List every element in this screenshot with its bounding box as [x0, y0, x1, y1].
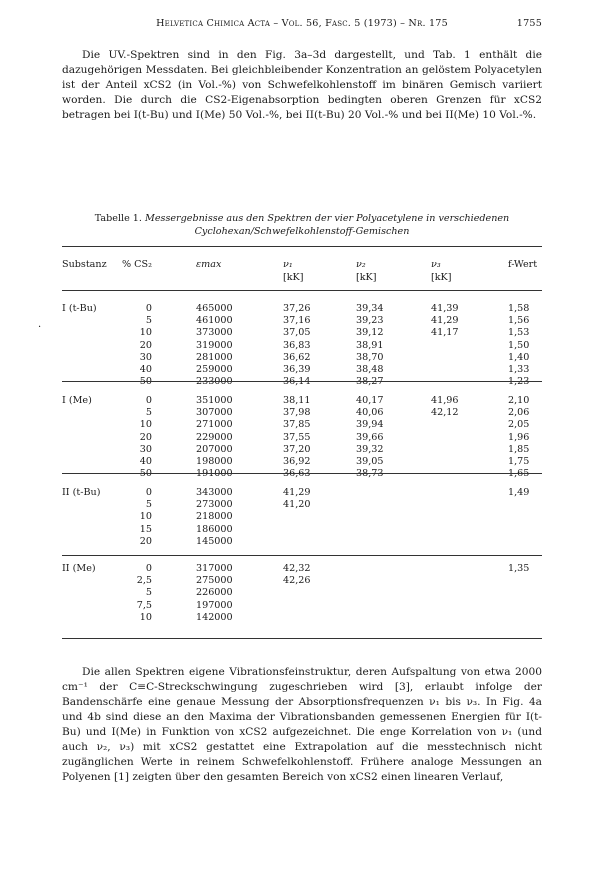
- stray-mark: ·: [38, 322, 42, 333]
- cell-cs2: 2,5: [136, 575, 152, 587]
- cell-cs2: 20: [139, 431, 152, 443]
- cell-nu1: 41,20: [283, 499, 311, 511]
- header-bottom-rule: [62, 290, 542, 291]
- cell-nu1: 42,26: [283, 575, 311, 587]
- cell-f-wert: 1,58: [508, 303, 530, 314]
- cell-f-wert: 1,85: [508, 443, 530, 455]
- cell-nu1: 36,83: [283, 339, 311, 351]
- cell-cs2: 0: [145, 487, 152, 498]
- table-bottom-rule: [62, 638, 542, 639]
- cell-nu1: 38,11: [283, 395, 311, 406]
- cell-f-wert: 1,49: [508, 487, 530, 498]
- table-caption-prefix: Tabelle 1.: [94, 213, 142, 224]
- cell-eps-max: 198000: [196, 456, 233, 467]
- cell-nu1: 37,16: [283, 315, 311, 327]
- cell-eps-max: 218000: [196, 511, 233, 523]
- cell-nu3: 41,17: [431, 327, 459, 339]
- cell-nu2: 39,34: [356, 303, 384, 314]
- cell-cs2: 50: [139, 468, 152, 480]
- header-eps-max: εmax: [196, 259, 222, 270]
- cell-cs2: 7,5: [136, 599, 152, 611]
- journal-running-title: Helvetica Chimica Acta – Vol. 56, Fasc. 5 (1973) – Nr. 175: [156, 18, 448, 29]
- header-nu3: ν₃: [431, 259, 441, 270]
- cell-f-wert: 1,23: [508, 376, 530, 388]
- cell-cs2: 5: [145, 315, 152, 327]
- cell-eps-max: 197000: [196, 599, 233, 611]
- cell-f-wert: 1,56: [508, 315, 530, 327]
- cell-nu1: 37,98: [283, 407, 311, 419]
- cell-cs2: 10: [139, 419, 152, 431]
- cell-cs2: 40: [139, 364, 152, 375]
- cell-f-wert: 1,96: [508, 431, 530, 443]
- cell-eps-max: 461000: [196, 315, 233, 327]
- table-caption: [62, 212, 542, 238]
- cell-cs2: 0: [145, 303, 152, 314]
- cell-eps-max: 319000: [196, 339, 233, 351]
- cell-eps-max: 191000: [196, 468, 233, 480]
- cell-nu2: 38,73: [356, 468, 384, 480]
- cell-nu1: 37,20: [283, 443, 311, 455]
- cell-eps-max: 259000: [196, 364, 233, 375]
- cell-eps-max: 233000: [196, 376, 233, 388]
- cell-eps-max: 343000: [196, 487, 233, 498]
- cell-cs2: 20: [139, 339, 152, 351]
- cell-nu1: 36,92: [283, 456, 311, 467]
- cell-nu1: 37,26: [283, 303, 311, 314]
- cell-cs2: 0: [145, 563, 152, 574]
- header-nu1-unit: [kK]: [283, 272, 304, 283]
- cell-f-wert: 1,75: [508, 456, 530, 467]
- cell-nu1: 36,39: [283, 364, 311, 375]
- cell-f-wert: 2,05: [508, 419, 530, 431]
- cell-nu2: 40,06: [356, 407, 384, 419]
- cell-nu3: 41,29: [431, 315, 459, 327]
- cell-cs2: 0: [145, 395, 152, 406]
- cell-cs2: 10: [139, 611, 152, 623]
- header-nu2: ν₂: [356, 259, 366, 270]
- cell-nu2: 39,12: [356, 327, 384, 339]
- header-cs2: % CS₂: [122, 259, 152, 270]
- cell-nu1: 36,62: [283, 351, 311, 363]
- group-separator-rule: [62, 381, 542, 382]
- cell-eps-max: 229000: [196, 431, 233, 443]
- header-nu1: ν₁: [283, 259, 293, 270]
- cell-nu2: 39,23: [356, 315, 384, 327]
- cell-eps-max: 273000: [196, 499, 233, 511]
- intro-paragraph-text: Die UV.-Spektren sind in den Fig. 3a–3d dargestellt, und Tab. 1 enthält die dazugehörigen Messdaten. Bei gleichbleibender Konzentration an gelöstem Polyacetylen ist der Anteil xCS2 (in Vol.-%) von Schwefelkohlenstoff im binären Gemisch variiert worden. Die durch die CS2-Eigenabsorption bedingten oberen Grenzen für xCS2 betragen bei I(t-Bu) und I(Me) 50 Vol.-%, bei II(t-Bu) 20 Vol.-% und bei II(Me) 10 Vol.-%.: [62, 49, 542, 121]
- cell-cs2: 5: [145, 407, 152, 419]
- cell-nu1: 36,14: [283, 376, 311, 388]
- cell-cs2: 10: [139, 511, 152, 523]
- cell-nu1: 37,55: [283, 431, 311, 443]
- cell-cs2: 20: [139, 535, 152, 547]
- cell-eps-max: 317000: [196, 563, 233, 574]
- cell-cs2: 50: [139, 376, 152, 388]
- cell-f-wert: 1,65: [508, 468, 530, 480]
- cell-eps-max: 186000: [196, 523, 233, 535]
- cell-f-wert: 1,33: [508, 364, 530, 375]
- group-substance-name: II (t-Bu): [62, 487, 101, 498]
- running-header: [62, 18, 542, 29]
- table-caption-text: Messergebnisse aus den Spektren der vier Polyacetylene in verschiedenen Cyclohexan/Schwefelkohlenstoff-Gemischen: [145, 213, 510, 237]
- cell-eps-max: 207000: [196, 443, 233, 455]
- cell-cs2: 5: [145, 499, 152, 511]
- cell-nu3: 42,12: [431, 407, 459, 419]
- lower-paragraph-text: Die allen Spektren eigene Vibrationsfeinstruktur, deren Aufspaltung von etwa 2000 cm⁻¹ der C≡C-Streckschwingung zugeschrieben wird [3], erlaubt infolge der Bandenschärfe eine genaue Messung der Absorptionsfrequenzen ν₁ bis ν₃. In Fig. 4a und 4b sind diese an den Maxima der Vibrationsbanden gemessenen Energien für I(t-Bu) und I(Me) in Funktion von xCS2 aufgezeichnet. Die enge Korrelation von ν₁ (und auch ν₂, ν₃) mit xCS2 gestattet eine Extrapolation auf die messtechnisch nicht zugänglichen Werte in reinem Schwefelkohlenstoff. Frühere analoge Messungen an Polyenen [1] zeigten über den gesamten Bereich von xCS2 einen linearen Verlauf,: [62, 666, 542, 783]
- cell-f-wert: 1,53: [508, 327, 530, 339]
- cell-nu2: 40,17: [356, 395, 384, 406]
- cell-eps-max: 145000: [196, 535, 233, 547]
- cell-eps-max: 465000: [196, 303, 233, 314]
- cell-nu2: 38,27: [356, 376, 384, 388]
- cell-cs2: 40: [139, 456, 152, 467]
- cell-nu2: 39,94: [356, 419, 384, 431]
- cell-cs2: 15: [139, 523, 152, 535]
- cell-eps-max: 226000: [196, 587, 233, 599]
- cell-nu3: 41,39: [431, 303, 459, 314]
- cell-nu1: 37,85: [283, 419, 311, 431]
- cell-eps-max: 351000: [196, 395, 233, 406]
- cell-cs2: 30: [139, 351, 152, 363]
- header-nu2-unit: [kK]: [356, 272, 377, 283]
- group-substance-name: I (t-Bu): [62, 303, 97, 314]
- cell-nu2: 38,70: [356, 351, 384, 363]
- table-top-rule: [62, 246, 542, 247]
- intro-paragraph: [62, 48, 542, 123]
- group-substance-name: I (Me): [62, 395, 92, 406]
- header-f-wert: f-Wert: [508, 259, 538, 270]
- cell-cs2: 30: [139, 443, 152, 455]
- cell-nu1: 42,32: [283, 563, 311, 574]
- header-nu3-unit: [kK]: [431, 272, 452, 283]
- cell-nu1: 36,63: [283, 468, 311, 480]
- cell-eps-max: 275000: [196, 575, 233, 587]
- cell-eps-max: 142000: [196, 611, 233, 623]
- group-separator-rule: [62, 473, 542, 474]
- cell-nu1: 41,29: [283, 487, 311, 498]
- header-substanz: Substanz: [62, 259, 107, 270]
- cell-nu3: 41,96: [431, 395, 459, 406]
- cell-f-wert: 1,50: [508, 339, 530, 351]
- cell-nu2: 38,91: [356, 339, 384, 351]
- cell-f-wert: 2,06: [508, 407, 530, 419]
- cell-eps-max: 307000: [196, 407, 233, 419]
- cell-f-wert: 1,35: [508, 563, 530, 574]
- lower-paragraph: [62, 665, 542, 785]
- cell-eps-max: 281000: [196, 351, 233, 363]
- group-substance-name: II (Me): [62, 563, 96, 574]
- cell-nu1: 37,05: [283, 327, 311, 339]
- cell-cs2: 5: [145, 587, 152, 599]
- cell-nu2: 39,66: [356, 431, 384, 443]
- cell-nu2: 38,48: [356, 364, 384, 375]
- cell-f-wert: 1,40: [508, 351, 530, 363]
- cell-f-wert: 2,10: [508, 395, 530, 406]
- page-number: 1755: [516, 18, 542, 29]
- cell-cs2: 10: [139, 327, 152, 339]
- cell-nu2: 39,05: [356, 456, 384, 467]
- cell-nu2: 39,32: [356, 443, 384, 455]
- cell-eps-max: 271000: [196, 419, 233, 431]
- group-separator-rule: [62, 555, 542, 556]
- cell-eps-max: 373000: [196, 327, 233, 339]
